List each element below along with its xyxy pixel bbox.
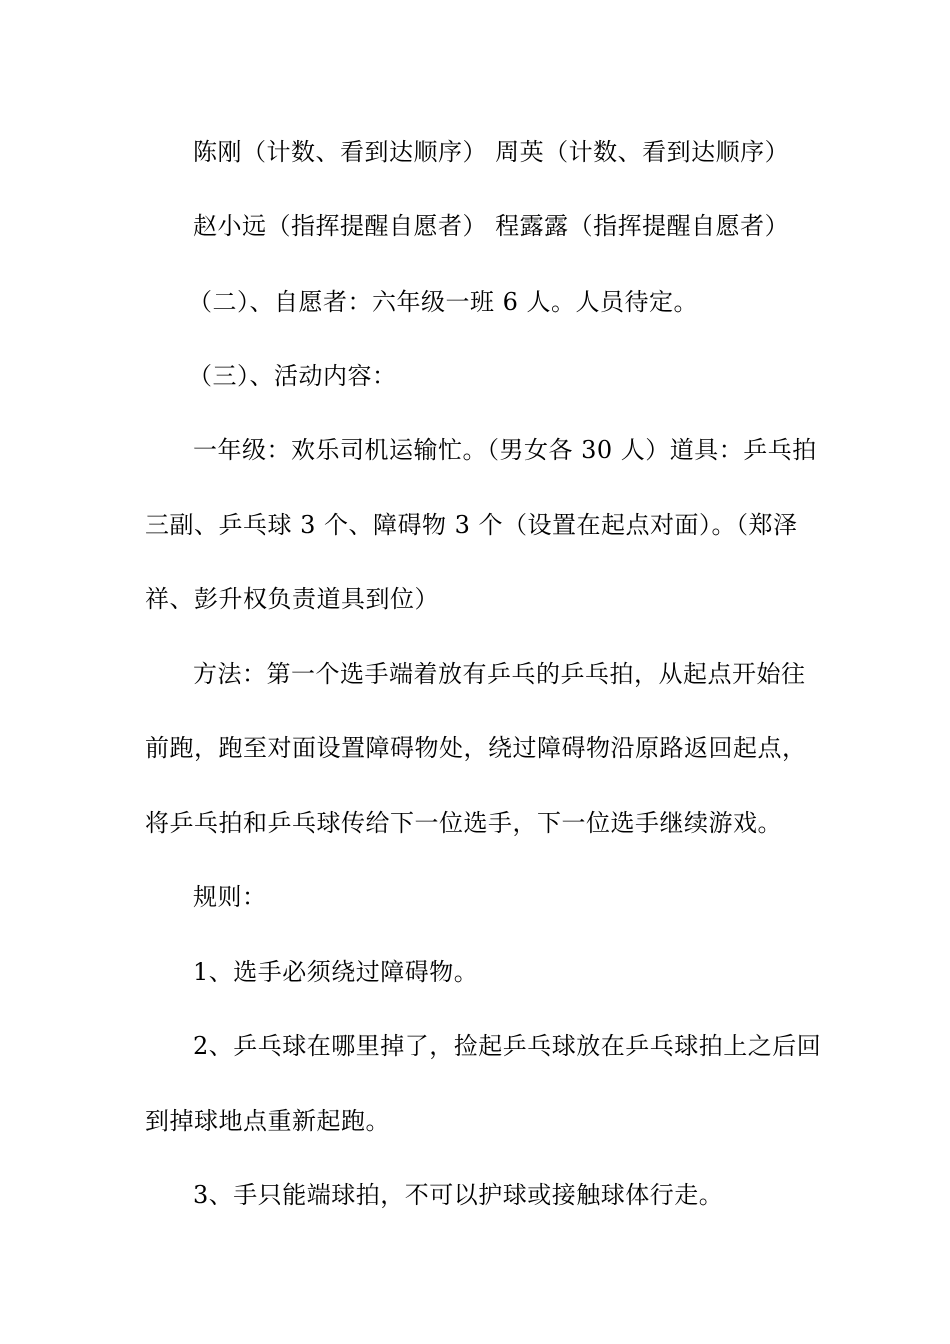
text-line-method-2: 前跑，跑至对面设置障碍物处，绕过障碍物沿原路返回起点， [145,734,807,762]
text-line-1: 陈刚（计数、看到达顺序） 周英（计数、看到达顺序） [193,138,790,166]
section-heading-volunteers: （二）、自愿者：六年级一班 6 人。人员待定。 [188,288,699,316]
text-line-method-3: 将乒乓拍和乒乓球传给下一位选手，下一位选手继续游戏。 [145,809,782,837]
rule-item-1: 1、选手必须绕过障碍物。 [193,958,479,986]
text-line-grade-one: 一年级：欢乐司机运输忙。（男女各 30 人）道具：乒乓拍 [193,436,817,464]
section-heading-rules: 规则： [193,883,267,911]
rule-item-2: 2、乒乓球在哪里掉了，捡起乒乓球放在乒乓球拍上之后回 [193,1032,822,1060]
text-line-method-1: 方法：第一个选手端着放有乒乓的乒乓拍，从起点开始往 [193,660,806,688]
rule-item-2-cont: 到掉球地点重新起跑。 [145,1107,390,1135]
text-line-2: 赵小远（指挥提醒自愿者） 程露露（指挥提醒自愿者） [193,212,790,240]
text-line-props-owner: 祥、彭升权负责道具到位） [145,585,439,613]
text-line-props: 三副、乒乓球 3 个、障碍物 3 个（设置在起点对面）。（郑泽 [145,511,798,539]
rule-item-3: 3、手只能端球拍，不可以护球或接触球体行走。 [193,1181,724,1209]
section-heading-activity: （三）、活动内容： [188,362,397,390]
